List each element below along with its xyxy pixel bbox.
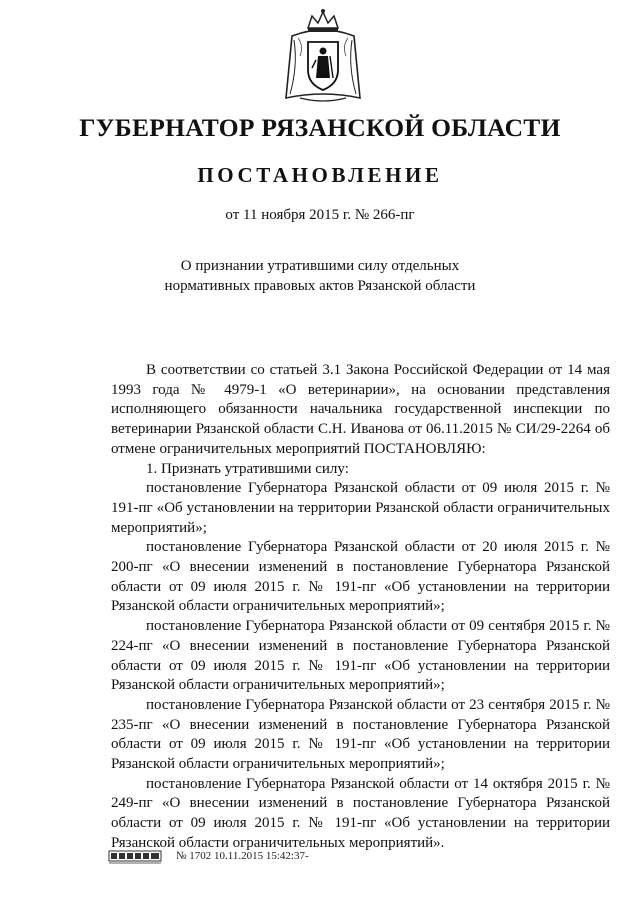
- document-date-number: от 11 ноября 2015 г. № 266-пг: [225, 207, 415, 223]
- document-subject-line: О признании утратившими силу отдельных: [180, 258, 460, 274]
- repealed-act-item: постановление Губернатора Рязанской области от 09 сентября 2015 г. № 224-пг «О внесении изменений в постановление Губернатора Рязанской области от 09 июля 2015 г. № 191-пг «Об установлении на территории Рязанской области ограничительных мероприятий»;: [111, 618, 610, 694]
- clause-heading: 1. Признать утратившими силу:: [146, 460, 349, 477]
- document-body: [111, 361, 610, 854]
- preamble-paragraph: В соответствии со статьей 3.1 Закона Российской Федерации от 14 мая 1993 года № 4979-1 «О ветеринарии», на основании представления исполняющего обязанности начальника государственной инспекции по ветеринарии Рязанской области С.Н. Иванова от 06.11.2015 № СИ/29-2264 об отмене ограничительных мероприятий ПОСТАНОВЛЯЮ:: [111, 362, 610, 457]
- registration-footer: [108, 848, 508, 868]
- document-subject-line: нормативных правовых актов Рязанской области: [164, 278, 476, 294]
- repealed-act-item: постановление Губернатора Рязанской области от 09 июля 2015 г. № 191-пг «Об установлении на территории Рязанской области ограничительных мероприятий»;: [111, 480, 610, 536]
- document-type: ПОСТАНОВЛЕНИЕ: [197, 163, 443, 187]
- repealed-act-item: постановление Губернатора Рязанской области от 23 сентября 2015 г. № 235-пг «О внесении изменений в постановление Губернатора Рязанской области от 09 июля 2015 г. № 191-пг «Об установлении на территории Рязанской области ограничительных мероприятий»;: [111, 696, 610, 773]
- registration-stamp-icon: [108, 848, 162, 864]
- repealed-act-item: постановление Губернатора Рязанской области от 14 октября 2015 г. № 249-пг «О внесении изменений в постановление Губернатора Рязанской области от 09 июля 2015 г. № 191-пг «Об установлении на территории Рязанской области ограничительных мероприятий».: [111, 775, 610, 851]
- registration-number: № 1702 10.11.2015 15:42:37-: [176, 850, 309, 862]
- document-subject: [0, 256, 640, 296]
- issuer-title: ГУБЕРНАТОР РЯЗАНСКОЙ ОБЛАСТИ: [79, 113, 561, 142]
- coat-of-arms-icon: [280, 6, 366, 106]
- repealed-act-item: постановление Губернатора Рязанской области от 20 июля 2015 г. № 200-пг «О внесении изменений в постановление Губернатора Рязанской области от 09 июля 2015 г. № 191-пг «Об установлении на территории Рязанской области ограничительных мероприятий»;: [111, 539, 610, 615]
